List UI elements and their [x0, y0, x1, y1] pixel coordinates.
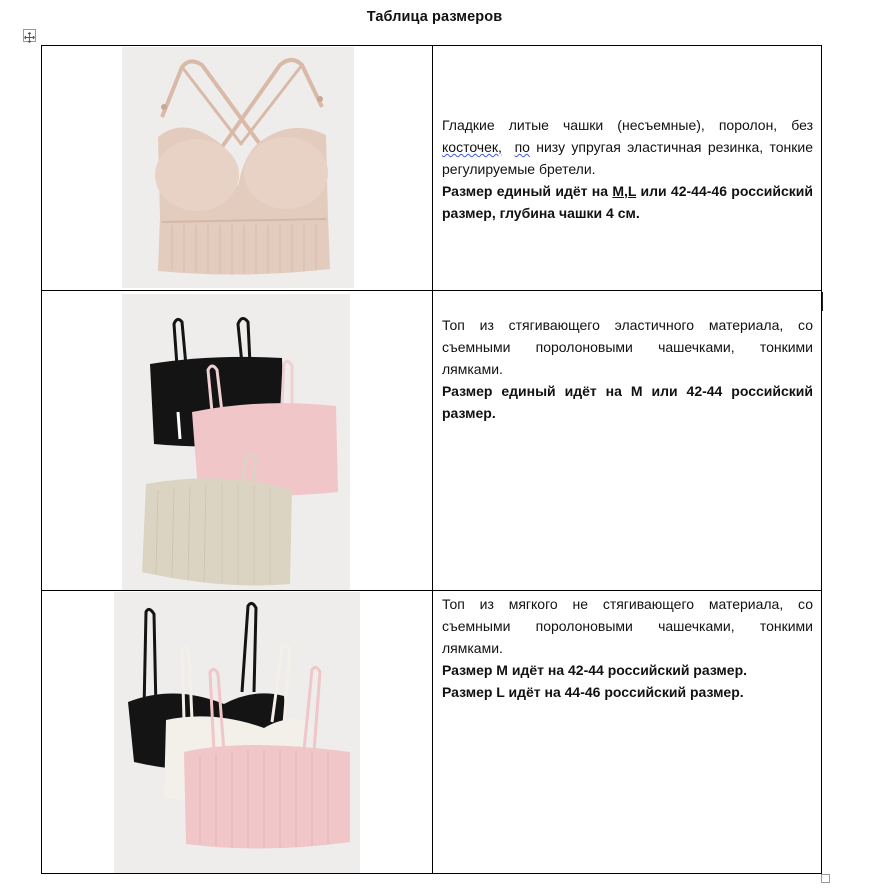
text-cursor [822, 292, 823, 311]
product-description: Топ из мягкого не стягивающего материала, со съемными поролоновыми чашечками, тонкими лямками. [442, 596, 813, 656]
table-row [42, 591, 822, 874]
size-info: Размер единый идёт на М или 42-44 российский размер. [442, 383, 813, 421]
image-cell [42, 591, 433, 874]
description-cell [433, 46, 822, 291]
document-title: Таблица размеров [366, 9, 503, 25]
table-row [42, 291, 822, 591]
image-cell [42, 291, 433, 591]
size-info-m: Размер М идёт на 42-44 российский размер. [442, 662, 748, 678]
move-arrows-icon [24, 32, 35, 43]
size-info-l: Размер L идёт на 44-46 российский размер. [442, 684, 744, 700]
product-description: Топ из стягивающего эластичного материала, со съемными поролоновыми чашечками, тонкими лямками. [442, 317, 813, 377]
description-cell [433, 291, 822, 591]
spellcheck-word: косточек, [442, 139, 502, 155]
table-move-handle[interactable] [23, 29, 36, 42]
size-info: Размер единый идёт на M,L или 42-44-46 российский размер, глубина чашки 4 см. [442, 183, 813, 221]
spellcheck-word: по [514, 139, 530, 155]
product-photo-three-tops [122, 294, 350, 590]
product-photo-beige-bra [122, 47, 354, 288]
table-resize-handle[interactable] [821, 874, 830, 883]
image-cell [42, 46, 433, 291]
size-table [41, 45, 822, 874]
product-description: Гладкие литые чашки (несъемные), поролон, без косточек, по низу упругая эластичная резинка, тонкие регулируемые бретели. [442, 117, 814, 177]
description-cell [433, 591, 822, 874]
table-row [42, 46, 822, 291]
product-photo-three-tops-soft [114, 592, 360, 873]
